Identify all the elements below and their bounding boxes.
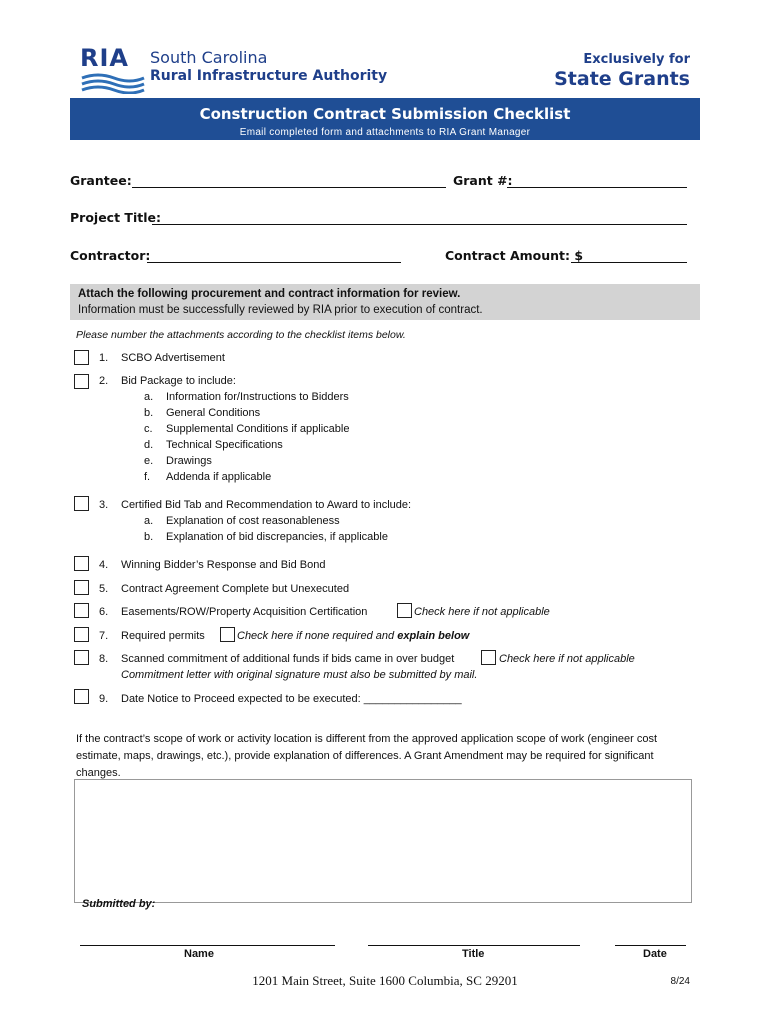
footer-address: 1201 Main Street, Suite 1600 Columbia, SC 29201 — [252, 973, 518, 988]
item-text: Scanned commitment of additional funds if bids came in over budget — [121, 653, 455, 665]
state-grants-label: State Grants — [554, 68, 690, 90]
title-banner — [70, 98, 700, 140]
item-number: 5. — [99, 583, 109, 595]
logo-ria-text: RIA — [80, 44, 129, 72]
page-subtitle: Email completed form and attachments to RIA Grant Manager — [239, 127, 531, 138]
commitment-note: Commitment letter with original signature must also be submitted by mail. — [121, 669, 478, 681]
sub-text: Drawings — [166, 455, 212, 467]
item-6-checkbox[interactable] — [74, 603, 89, 618]
sub-letter: a. — [144, 391, 154, 403]
sub-text: General Conditions — [166, 407, 261, 419]
grant-number-field[interactable] — [507, 187, 687, 188]
sub-letter: a. — [144, 515, 154, 527]
sub-letter: e. — [144, 455, 154, 467]
item-2-checkbox[interactable] — [74, 374, 89, 389]
ria-logo — [80, 44, 390, 96]
sub-letter: c. — [144, 423, 153, 435]
item-8-not-applicable-checkbox[interactable] — [481, 650, 496, 665]
item-number: 7. — [99, 630, 109, 642]
notice-line1: Attach the following procurement and contract information for review. — [78, 288, 461, 300]
item-text: Bid Package to include: — [121, 375, 236, 387]
name-signature-line[interactable] — [80, 945, 335, 946]
sub-letter: f. — [144, 471, 151, 483]
item-number: 6. — [99, 606, 109, 618]
notice-line2: Information must be successfully reviewed by RIA prior to execution of contract. — [78, 304, 483, 316]
sub-text: Addenda if applicable — [166, 471, 272, 483]
title-label: Title — [462, 948, 485, 960]
item-text: Easements/ROW/Property Acquisition Certification — [121, 606, 368, 618]
item-text: Contract Agreement Complete but Unexecuted — [121, 583, 350, 595]
wave-icon — [80, 72, 146, 94]
item-text: Required permits — [121, 630, 205, 642]
grant-number-label: Grant #: — [453, 173, 513, 188]
not-applicable-label: Check here if not applicable — [414, 606, 550, 618]
item-8-checkbox[interactable] — [74, 650, 89, 665]
item-number: 3. — [99, 499, 109, 511]
not-applicable-label: Check here if not applicable — [499, 653, 635, 665]
item-text: Date Notice to Proceed expected to be executed: ________________ — [121, 693, 462, 705]
submitted-by-label: Submitted by: — [82, 898, 156, 910]
explain-below-text: explain below — [397, 630, 470, 642]
name-label: Name — [184, 948, 214, 960]
grantee-label: Grantee: — [70, 173, 132, 188]
contractor-label: Contractor: — [70, 248, 151, 263]
org-name-line1: South Carolina — [150, 48, 268, 67]
sub-text: Supplemental Conditions if applicable — [166, 423, 350, 435]
exclusive-label: Exclusively for — [583, 52, 690, 67]
none-required-label — [237, 630, 469, 642]
item-number: 1. — [99, 352, 109, 364]
item-9-checkbox[interactable] — [74, 689, 89, 704]
item-1-checkbox[interactable] — [74, 350, 89, 365]
instruction-note: Please number the attachments according to the checklist items below. — [76, 329, 406, 341]
explanation-textarea[interactable] — [74, 779, 692, 903]
contract-amount-field[interactable] — [571, 262, 687, 263]
date-signature-line[interactable] — [615, 945, 686, 946]
notice-box — [70, 284, 700, 320]
item-7-none-required-checkbox[interactable] — [220, 627, 235, 642]
item-3-checkbox[interactable] — [74, 496, 89, 511]
org-name-line2: Rural Infrastructure Authority — [150, 68, 388, 84]
item-number: 8. — [99, 653, 109, 665]
sub-letter: d. — [144, 439, 154, 451]
page-title: Construction Contract Submission Checklist — [199, 105, 571, 123]
sub-letter: b. — [144, 531, 154, 543]
project-title-field[interactable] — [152, 224, 687, 225]
scope-explanation-instructions: If the contract’s scope of work or activity location is different from the approved application scope of work (engineer cost estimate, maps, drawings, etc.), provide explanation of differences. A Grant Amendment may be required for significant changes. — [76, 733, 658, 779]
none-required-text: Check here if none required and — [237, 630, 398, 642]
project-title-label: Project Title: — [70, 210, 161, 225]
item-5-checkbox[interactable] — [74, 580, 89, 595]
sub-text: Information for/Instructions to Bidders — [166, 391, 349, 403]
contractor-field[interactable] — [147, 262, 401, 263]
item-number: 2. — [99, 375, 109, 387]
item-6-not-applicable-checkbox[interactable] — [397, 603, 412, 618]
sub-text: Explanation of bid discrepancies, if applicable — [166, 531, 388, 543]
item-text: Winning Bidder’s Response and Bid Bond — [121, 559, 326, 571]
item-4-checkbox[interactable] — [74, 556, 89, 571]
item-text: Certified Bid Tab and Recommendation to Award to include: — [121, 499, 412, 511]
date-label: Date — [643, 948, 667, 960]
grantee-field[interactable] — [132, 187, 446, 188]
contract-amount-label: Contract Amount: $ — [445, 248, 584, 263]
item-number: 9. — [99, 693, 109, 705]
sub-text: Explanation of cost reasonableness — [166, 515, 340, 527]
page-number: 8/24 — [670, 976, 690, 987]
item-number: 4. — [99, 559, 109, 571]
item-7-checkbox[interactable] — [74, 627, 89, 642]
sub-letter: b. — [144, 407, 154, 419]
item-text: SCBO Advertisement — [121, 352, 225, 364]
title-signature-line[interactable] — [368, 945, 580, 946]
sub-text: Technical Specifications — [166, 439, 283, 451]
